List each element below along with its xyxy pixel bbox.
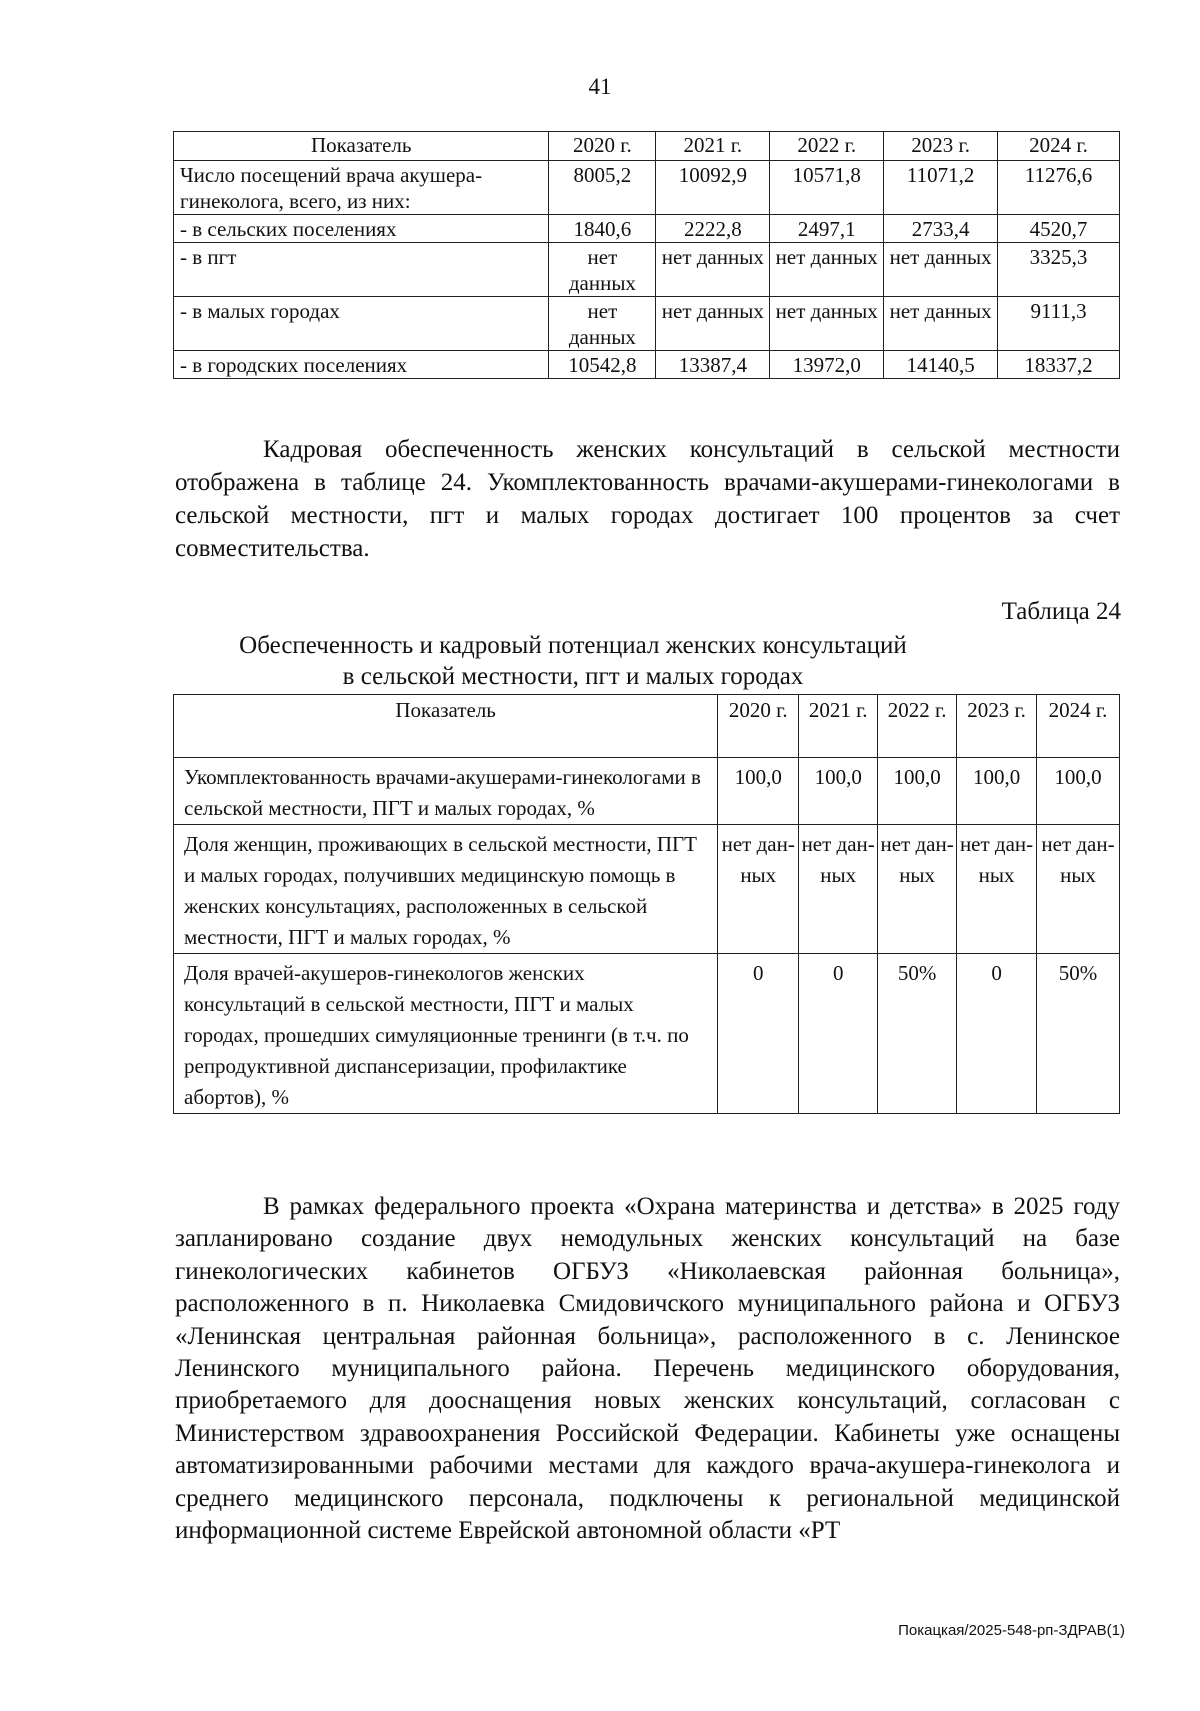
table-cell: нет дан-ных [1037,825,1120,954]
document-footer: Покацкая/2025-548-рп-ЗДРАВ(1) [898,1622,1125,1639]
table-row [174,954,1120,1114]
table-cell: 0 [718,954,799,1114]
table-cell: 14140,5 [884,351,998,379]
table-cell: 1840,6 [549,215,656,243]
table-cell: 0 [799,954,878,1114]
table-row [174,215,1120,243]
table-cell: 8005,2 [549,161,656,215]
table-cell: 50% [1037,954,1120,1114]
table-cell: нет дан-ных [957,825,1037,954]
table-cell: 100,0 [799,758,878,825]
column-header: 2022 г. [770,132,884,161]
table-cell: нет данных [770,243,884,297]
column-header: Показатель [174,695,718,758]
table-cell: 13972,0 [770,351,884,379]
row-label: Число посещений врача акушера-гинеколога, всего, из них: [174,161,549,215]
table-cell: 2222,8 [656,215,770,243]
table-cell: нет данных [884,243,998,297]
table-row [174,825,1120,954]
table-cell: 100,0 [718,758,799,825]
column-header: 2023 г. [957,695,1037,758]
table-cell: нет данных [549,243,656,297]
row-label: - в сельских поселениях [174,215,549,243]
table-row [174,351,1120,379]
table-cell: нет данных [549,297,656,351]
table-cell: 0 [957,954,1037,1114]
table-header-row [174,695,1120,758]
table-cell: нет данных [656,297,770,351]
row-label: - в малых городах [174,297,549,351]
table-cell: 3325,3 [998,243,1120,297]
table-title-line: в сельской местности, пгт и малых городах [342,663,804,690]
table-cell: нет дан-ных [718,825,799,954]
federal-project-paragraph: В рамках федерального проекта «Охрана материнства и детства» в 2025 году запланировано создание двух немодульных женских консультаций на базе гинекологических кабинетов ОГБУЗ «Николаевская районная больница», расположенного в п. Николаевка Смидовичского муниципального района и ОГБУЗ «Ленинская центральная районная больница», расположенного в с. Ленинское Ленинского муниципального района. Перечень медицинского оборудования, приобретаемого для дооснащения новых женских консультаций, согласован с Министерством здравоохранения Российской Федерации. Кабинеты уже оснащены автоматизированными рабочими местами для каждого врача-акушера-гинеколога и среднего медицинского персонала, подключены к региональной медицинской информационной системе Еврейской автономной области «РТ [175,1193,1120,1545]
table-cell: нет дан-ных [799,825,878,954]
column-header: 2022 г. [878,695,957,758]
table-title [173,630,973,692]
table-header-row [174,132,1120,161]
table-cell: нет дан-ных [878,825,957,954]
row-label: Укомплектованность врачами-акушерами-гинекологами в сельской местности, ПГТ и малых городах, % [174,758,718,825]
table-cell: 10542,8 [549,351,656,379]
table-cell: 13387,4 [656,351,770,379]
row-label: Доля врачей-акушеров-гинекологов женских консультаций в сельской местности, ПГТ и малых городах, прошедших симуляционные тренинги (в т.ч. по репродуктивной диспансеризации, профилактике абортов), % [174,954,718,1114]
table-row [174,161,1120,215]
column-header: 2024 г. [1037,695,1120,758]
column-header: 2023 г. [884,132,998,161]
table-cell: 100,0 [878,758,957,825]
table-cell: 2733,4 [884,215,998,243]
staffing-paragraph: Кадровая обеспеченность женских консультаций в сельской местности отображена в таблице 24. Укомплектованность врачами-акушерами-гинекологами в сельской местности, пгт и малых городах достигает 100 процентов за счет совместительства. [175,436,1120,562]
table-row [174,243,1120,297]
table-number: Таблица 24 [1001,598,1121,625]
table-cell: 18337,2 [998,351,1120,379]
column-header: 2020 г. [718,695,799,758]
table-cell: 100,0 [1037,758,1120,825]
table-row [174,297,1120,351]
row-label: - в пгт [174,243,549,297]
table-cell: 4520,7 [998,215,1120,243]
column-header: Показатель [174,132,549,161]
column-header: 2024 г. [998,132,1120,161]
table-row [174,758,1120,825]
table-cell: 11276,6 [998,161,1120,215]
table-cell: 10092,9 [656,161,770,215]
table-cell: 100,0 [957,758,1037,825]
page-number: 41 [588,74,612,99]
table-cell: 10571,8 [770,161,884,215]
staffing-table [173,694,1120,1114]
visits-table [173,131,1120,379]
table-cell: 11071,2 [884,161,998,215]
table-cell: 50% [878,954,957,1114]
column-header: 2021 г. [656,132,770,161]
row-label: - в городских поселениях [174,351,549,379]
table-cell: нет данных [884,297,998,351]
column-header: 2021 г. [799,695,878,758]
table-cell: нет данных [770,297,884,351]
row-label: Доля женщин, проживающих в сельской местности, ПГТ и малых городах, получивших медицинскую помощь в женских консультациях, расположенных в сельской местности, ПГТ и малых городах, % [174,825,718,954]
table-title-line: Обеспеченность и кадровый потенциал женских консультаций [239,632,907,659]
table-cell: 2497,1 [770,215,884,243]
table-cell: 9111,3 [998,297,1120,351]
table-cell: нет данных [656,243,770,297]
column-header: 2020 г. [549,132,656,161]
